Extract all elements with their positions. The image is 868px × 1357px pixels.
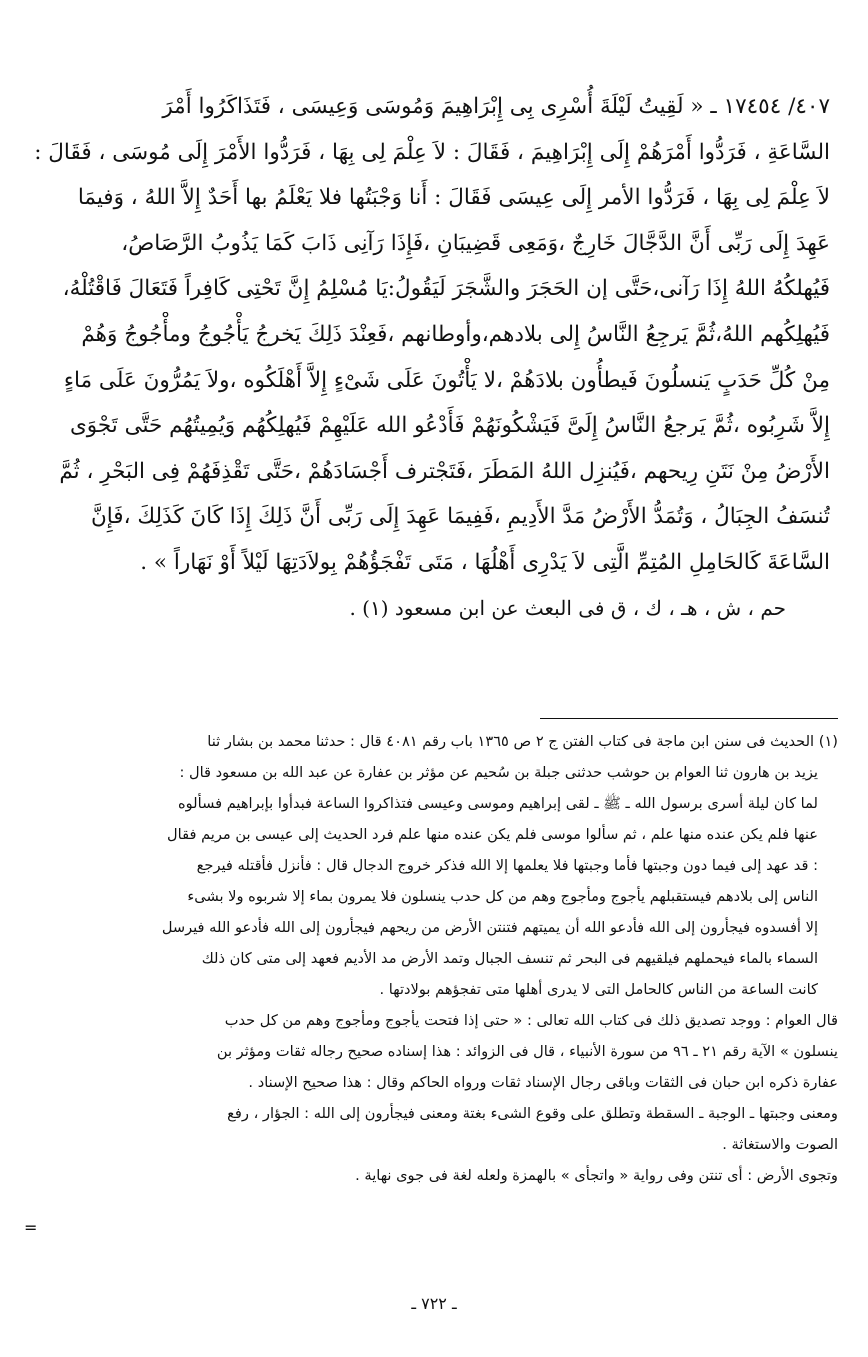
footnotes-block	[30, 726, 838, 1191]
edge-mark: =	[24, 1218, 38, 1237]
footnote-line: كانت الساعة من الناس كالحامل التى لا يدرى أهلها متى تفجؤهم بولادتها .	[379, 981, 818, 998]
page-number: ـ ٧٢٢ ـ	[411, 1294, 457, 1313]
hadith-line: فَيُهلِكُهم اللهُ،ثُمَّ يَرجِعُ النَّاسُ إِلى بلادهم،وأوطانهم ،فَعِنْدَ ذَلِكَ يَخرجُ يَأْجُوجُ ومأْجُوجُ وَهُمْ	[81, 321, 830, 347]
hadith-source: حم ، ش ، هـ ، ك ، ق فى البعث عن ابن مسعود (١) .	[349, 595, 786, 620]
hadith-line: مِنْ كُلِّ حَدَبٍ يَنسلُونَ فَيطأُون بلادَهُمْ ،لا يَأْتُونَ عَلَى شَىْءٍ إِلاَّ أَهْلَكُوه ،ولاَ يَمُرُّونَ عَلَى مَاءٍ	[63, 367, 830, 393]
footnote-line: الناس إلى بلادهم فيستقبلهم يأجوج ومأجوج وهم من كل حدب ينسلون فلا يمرون بماء إلا شربوه ولا بشىء	[187, 888, 818, 905]
hadith-line: الأَرْضُ مِنْ نَتَنِ رِيحهم ،فَيُنزِل اللهُ المَطَرَ ،فَتَجْترف أَجْسَادَهُمْ ،حَتَّى تَقْذِفَهُمْ فِى البَحْرِ ، ثُمَّ	[59, 458, 830, 484]
footnote-line: وتجوى الأرض : أى تنتن وفى رواية « واتجأى » بالهمزة ولعله لغة فى جوى نهاية .	[355, 1167, 838, 1184]
footnote-line: السماء بالماء فيحملهم فيلقيهم فى البحر ثم تنسف الجبال وتمد الأرض مد الأديم فعهد إلى متى كان ذلك	[201, 950, 818, 967]
footnote-line: عنها فلم يكن عنده منها علم ، ثم سألوا موسى فلم يكن عنده منها علم فرد الحديث إلى عيسى بن مريم فقال	[167, 826, 818, 843]
main-text-block	[30, 84, 838, 628]
hadith-line: ٤٠٧/ ١٧٤٥٤ ـ « لَقِيتُ لَيْلَةَ أُسْرِى بِى إِبْرَاهِيمَ وَمُوسَى وَعِيسَى ، فَتَذَاكَرُوا أَمْرَ	[162, 94, 830, 119]
footnote-line: إلا أفسدوه فيجأرون إلى الله فأدعو الله أن يميتهم فتنتن الأرض من ريحهم فيجأرون إلى الله فأدعو الله فيرسل	[161, 919, 818, 936]
footnote-line: : قد عهد إلى فيما دون وجبتها فأما وجبتها فلا يعلمها إلا الله فذكر خروج الدجال قال : فأنزل فأقتله فيرجع	[196, 857, 818, 874]
hadith-line: عَهِدَ إِلَى رَبِّى أَنَّ الدَّجَّالَ خَارِجٌ ،وَمَعِى قَضِيبَانِ ،فَإِذَا رَآنِى ذَابَ كَمَا يَذُوبُ الرَّصَاصُ،	[121, 230, 830, 256]
footnote-line: الصوت والاستغاثة .	[722, 1136, 838, 1153]
footnote-line: يزيد بن هارون ثنا العوام بن حوشب حدثنى جبلة بن سُحيم عن مؤثر بن عفارة عن عبد الله بن مسعود قال :	[179, 764, 818, 781]
hadith-line: السَّاعَةَ كَالحَامِلِ المُتِمِّ الَّتِى لاَ يَدْرِى أَهْلُهَا ، مَتَى تَفْجَؤُهُمْ بِولاَدَتِهَا لَيْلاً أَوْ نَهَاراً » .	[140, 549, 830, 575]
hadith-text	[30, 84, 838, 586]
footnote-divider	[540, 718, 838, 719]
footnote-line: عفارة ذكره ابن حبان فى الثقات وباقى رجال الإسناد ثقات ورواه الحاكم وقال : هذا صحيح الإسناد .	[248, 1074, 838, 1091]
hadith-line: السَّاعَةِ ، فَرَدُّوا أَمْرَهُمْ إِلَى إِبْرَاهِيمَ ، فَقَالَ : لاَ عِلْمَ لِى بِهَا ، فَرَدُّوا الأَمْرَ إِلَى مُوسَى ، فَقَالَ :	[34, 139, 830, 165]
footnote-line: لما كان ليلة أسرى برسول الله ـ ﷺ ـ لقى إبراهيم وموسى وعيسى فتذاكروا الساعة فبدأوا بإبراهيم فسألوه	[177, 795, 818, 812]
footnote-line: (١) الحديث فى سنن ابن ماجة فى كتاب الفتن ج ٢ ص ١٣٦٥ باب رقم ٤٠٨١ قال : حدثنا محمد بن بشار ثنا	[207, 733, 838, 750]
footnote-line: قال العوام : ووجد تصديق ذلك فى كتاب الله تعالى : « حتى إذا فتحت يأجوج ومأجوج وهم من كل حدب	[224, 1012, 838, 1029]
hadith-line: فَيُهلكُهُ اللهُ إِذَا رَآنى،حَتَّى إن الحَجَرَ والشَّجَرَ لَيَقُولُ:يَا مُسْلِمُ إِنَّ تَحْتِى كَافِراً فَتَعَالَ فَاقْتُلْهُ،	[62, 276, 830, 302]
hadith-line: إِلاَّ شَرِبُوه ،ثُمَّ يَرجعُ النَّاسُ إِلَىَّ فَيَشْكُونَهُمْ فَأَدْعُو الله عَلَيْهِمْ فَيُهلِكُهُم وَيُمِيتُهُم حَتَّى تَجْوَى	[69, 413, 830, 439]
hadith-line: تُنسَفُ الجِبَالُ ، وَتُمَدُّ الأَرْضُ مَدَّ الأَدِيمِ ،فَفِيمَا عَهِدَ إِلَى رَبِّى أَنَّ ذَلِكَ إِذَا كَانَ كَذَلِكَ ،فَإِنَّ	[90, 504, 830, 530]
footnote-line: ينسلون » الآية رقم ٢١ ـ ٩٦ من سورة الأنبياء ، قال فى الزوائد : هذا إسناده صحيح رجاله ثقات ومؤثر بن	[216, 1043, 838, 1060]
footnote-line: ومعنى وجبتها ـ الوجبة ـ السقطة وتطلق على وقوع الشىء بغتة ومعنى فيجأرون إلى الله : الجؤار ، رفع	[227, 1105, 838, 1122]
hadith-line: لاَ عِلْمَ لِى بِهَا ، فَرَدُّوا الأمر إِلَى عِيسَى فَقَالَ : أَنا وَجْبَتُها فلا يَعْلَمُ بها أَحَدٌ إِلاَّ اللهُ ، وَفيمَا	[77, 185, 830, 211]
